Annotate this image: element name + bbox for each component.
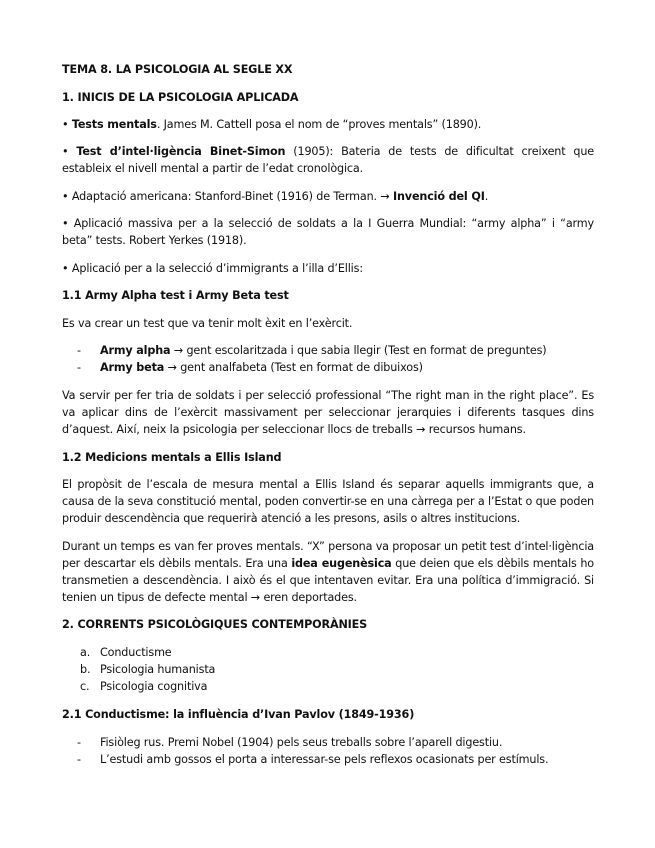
bullet-army-tests — [62, 215, 594, 249]
item-text: → gent analfabeta (Test en format de dibuixos) — [164, 361, 423, 374]
bullet-text: . James M. Cattell posa el nom de “proves mentals” (1890). — [156, 118, 482, 131]
section-1-2-paragraph-1: El propòsit de l’escala de mesura mental a Ellis Island és separar aquells immigrants que, a causa de la seva constitució mental, poden convertir-se en una càrrega per a l’Estat o que poden produir descendència que requerirà atenció a les presons, asils o altres institucions. — [62, 478, 594, 525]
section-1-1-heading: 1.1 Army Alpha test i Army Beta test — [62, 289, 289, 302]
bullet-stanford-binet — [62, 188, 594, 205]
section-1-1-intro: Es va crear un test que va tenir molt èxit en l’exèrcit. — [62, 317, 353, 330]
bullet-bold: Test d’intel·ligència Binet-Simon — [76, 145, 286, 158]
dash-marker: - — [77, 753, 81, 766]
item-text: Psicologia cognitiva — [100, 680, 208, 693]
section-1-2-heading: 1.2 Medicions mentals a Ellis Island — [62, 451, 282, 464]
item-text: Psicologia humanista — [100, 663, 216, 676]
item-bold: Army beta — [100, 361, 165, 374]
bullet-bold: Invenció del QI — [392, 190, 485, 203]
document-title: TEMA 8. LA PSICOLOGIA AL SEGLE XX — [62, 63, 293, 76]
dash-marker: - — [77, 344, 81, 357]
item-text: Conductisme — [100, 646, 172, 659]
bullet-text-after: . — [484, 190, 489, 203]
paragraph-bold: idea eugenèsica — [291, 557, 392, 570]
bullet-text: Adaptació americana: Stanford-Binet (1916) de Terman. → — [71, 190, 393, 203]
bullet-marker: • — [62, 262, 69, 275]
paragraph-text: Durant un temps es van fer proves mentals. “X” persona va proposar un petit test d’intel·ligència per descartar els dèbils mentals. Era una — [62, 540, 594, 570]
bullet-marker: • — [62, 118, 69, 131]
bullet-ellis — [62, 260, 594, 277]
bullet-text: Aplicació massiva per a la selecció de soldats a la I Guerra Mundial: “army alpha” i “army beta” tests. Robert Yerkes (1918). — [62, 217, 595, 247]
section-2-1-heading: 2.1 Conductisme: la influència d’Ivan Pavlov (1849-1936) — [62, 708, 415, 721]
list-marker: a. — [80, 646, 91, 659]
list-marker: b. — [80, 663, 91, 676]
bullet-marker: • — [62, 190, 69, 203]
dash-marker: - — [77, 736, 81, 749]
bullet-text: (1905): Bateria de tests de dificultat creixent que estableix el nivell mental a partir de l’edat cronològica. — [62, 145, 594, 175]
dash-marker: - — [77, 361, 81, 374]
item-text: Fisiòleg rus. Premi Nobel (1904) pels seus treballs sobre l’aparell digestiu. — [100, 736, 503, 749]
item-text: → gent escolaritzada i que sabia llegir (Test en format de preguntes) — [170, 344, 547, 357]
section-1-2-paragraph-2 — [62, 538, 594, 606]
bullet-text: Aplicació per a la selecció d’immigrants a l’illa d’Ellis: — [71, 262, 363, 275]
paragraph-text: que deien que els dèbils mentals ho transmetien a descendència. I això és el que intentaven evitar. Era una política d’immigració. Si tenien un tipus de defecte mental → eren deportades. — [62, 557, 595, 604]
bullet-marker: • — [62, 145, 69, 158]
section-1-heading: 1. INICIS DE LA PSICOLOGIA APLICADA — [62, 91, 299, 104]
item-bold: Army alpha — [100, 344, 171, 357]
bullet-marker: • — [62, 217, 69, 230]
bullet-tests-mentals — [62, 116, 594, 133]
bullet-bold: Tests mentals — [71, 118, 157, 131]
list-marker: c. — [80, 680, 90, 693]
item-text: L’estudi amb gossos el porta a interessar-se pels reflexos ocasionats per estímuls. — [100, 753, 549, 766]
bullet-binet-simon — [62, 143, 594, 177]
section-1-1-paragraph: Va servir per fer tria de soldats i per selecció professional “The right man in the right place”. Es va aplicar dins de l’exèrcit massivament per seleccionar jerarquies i diferents tasques dins d’aquest. Així, neix la psicologia per seleccionar llocs de treballs → recursos humans. — [62, 389, 594, 436]
section-2-heading: 2. CORRENTS PSICOLÒGIQUES CONTEMPORÀNIES — [62, 618, 368, 631]
